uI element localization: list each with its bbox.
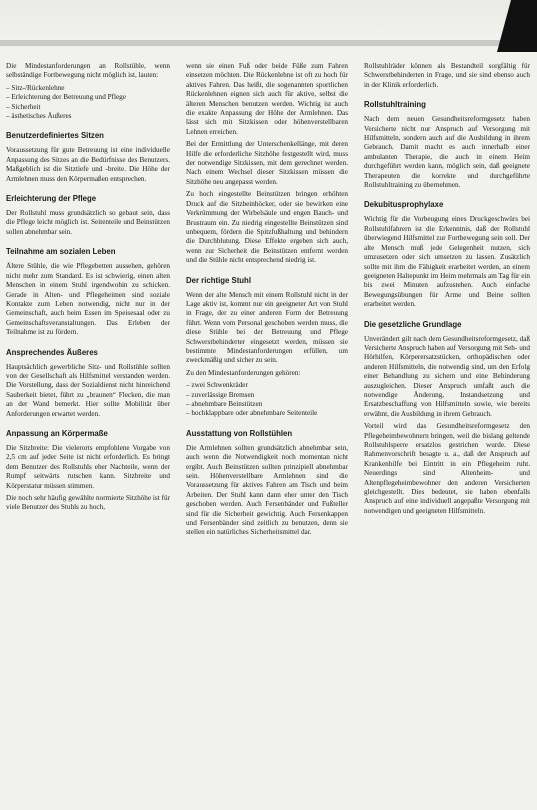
paragraph: Bei der Ermittlung der Unterschenkellänge, mit deren Hilfe die erforderliche Sitzhöhe festgestellt wird, muss der notwendige Sitzkissen, mit dem gerechnet werden. Nach einem Wechsel dieser Sitzkissen müssen die Sitzhöhe neu angepasst werden. bbox=[186, 140, 348, 186]
section-heading: Rollstuhltraining bbox=[364, 100, 426, 110]
paragraph: Zu den Mindestanforderungen gehören: bbox=[186, 368, 301, 377]
paragraph: Wichtig für die Vorbeugung eines Druckgeschwürs bei Rollstuhlfahrern ist die Erkenntnis, daß der Rollstuhl überwiegend Hilfsmittel zur Fortbewegung sein soll. Der alte Mensch muß jede Gelegenheit nutzen, sich umzusetzen oder sich umsetzen zu lassen. Zusätzlich sollte mit ihm die Fähigkeit erarbeitet werden, an einem geeigneten Haltepunkt im Heim mehrmals am Tag für ein bis zwei Minuten aufzustehen. Auch einfache Bewegungsübungen für Arme und Beine sollten erarbeitet werden. bbox=[364, 215, 530, 309]
page-header-band bbox=[0, 0, 537, 40]
paragraph: Rollstuhlräder können als Bestandteil sorgfältig für Schwerstbehinderten in Frage, und sie sind ebenso auch in der Klinik erforderlich. bbox=[364, 62, 530, 89]
list-item: – Sitz-/Rückenlehne bbox=[6, 84, 170, 93]
section-heading: Teilnahme am sozialen Leben bbox=[6, 247, 116, 257]
list-item: – zwei Schwenkräder bbox=[186, 381, 348, 390]
column-1 bbox=[6, 62, 170, 516]
list-item: – ästhetisches Äußeres bbox=[6, 112, 170, 121]
paragraph: Die noch sehr häufig gewählte normierte Sitzhöhe ist für viele Benutzer des Stuhls zu hoch, bbox=[6, 494, 170, 512]
column-3 bbox=[364, 62, 530, 519]
list-item: – Erleichterung der Betreuung und Pflege bbox=[6, 93, 170, 102]
minimum-requirements-list bbox=[186, 381, 348, 419]
paragraph: Der Rollstuhl muss grundsätzlich so gebaut sein, dass die Pflege leicht möglich ist. Seitenteile und Beinstützen sollen abnehmbar sein. bbox=[6, 209, 170, 236]
paragraph: Die Sitzbreite: Die vielerorts empfohlene Vorgabe von 2,5 cm auf jeder Seite ist nicht erforderlich. Es bringt dem Benutzer des Rollstuhls eher Nachteile, wenn der Rumpf seitwärts rutschen kann. Sitzbreite und Körperstatur müssen stimmen. bbox=[6, 443, 170, 490]
paragraph: Ältere Stühle, die wie Pflegebetten aussehen, gehören nicht mehr zum Standard. Es ist schwierig, einen alten Menschen in einem Stuhl irgendwohin zu schicken. Gerade in Alten- und Pflegeheimen sind soziale Kontakte zum Leben notwendig, nicht nur in der Gemeinschaft, auch beim Essen im Speisesaal oder zu Gemeinschaftsveranstaltungen. Das Erleben der Teilnahme ist zu fördern. bbox=[6, 262, 170, 337]
paragraph: Unverändert gilt nach dem Gesundheitsreformgesetz, daß Versicherte Anspruch haben auf Versorgung mit Seh- und Hörhilfen, Körperersatzstücken, orthopädischen oder anderen Hilfsmitteln, die notwendig sind, um den Erfolg einer Behandlung zu sichern und eine Behinderung auszugleichen. Dieser Anspruch umfaßt auch die notwendige Änderung, Instandsetzung und Ersatzbeschaffung von Hilfsmitteln sowie, wie bereits erwähnt, die Ausbildung in ihrem Gebrauch. bbox=[364, 334, 530, 418]
paragraph: Nach dem neuen Gesundheitsreformgesetz haben Versicherte nicht nur Anspruch auf Versorgung mit Hilfsmitteln, sondern auch auf die Ausbildung in ihrem Gebrauch. Damit macht es auch innerhalb einer ambulanten Therapie, die auch in einem Heim durchgeführt werden kann, möglich sein, daß geeignete Therapeuten die korrekte und durchgeführte Rollstuhltraining zu übernehmen. bbox=[364, 115, 530, 190]
list-item: – Sicherheit bbox=[6, 103, 170, 112]
section-heading: Ausstattung von Rollstühlen bbox=[186, 428, 293, 438]
paragraph: Zu hoch eingestellte Beinstützen bringen erhöhten Druck auf die Sitzbeinhöcker, oder sie bewirken eine Verkrümmung der Wirbelsäule und engen Bauch- und Brustraum ein. Zu niedrig eingestellte Beinstützen sind unbequem, fördern die Spitzfußhaltung und behindern die Durchblutung. Diese Effekte ergeben sich auch, wenn zur Sicherheit die Beinstützen entfernt werden und die Stühle nicht entsprechend niedrig ist. bbox=[186, 190, 348, 265]
section-heading: Die gesetzliche Grundlage bbox=[364, 319, 462, 329]
list-item: – hochklappbare oder abnehmbare Seitenteile bbox=[186, 409, 348, 418]
section-heading: Dekubitusprophylaxe bbox=[364, 200, 444, 210]
list-item: – abnehmbare Beinstützen bbox=[186, 400, 348, 409]
section-heading: Erleichterung der Pflege bbox=[6, 194, 97, 204]
paragraph: Vorteil wird das Gesundheitsreformgesetz den Pflegeheimbewohnern bringen, weil die bislang geltende Rollstuhlsperre ersatzlos gestrichen wurde. Diese Rahmenvorschrift besagte u. a., daß der Anspruch auf Krankenhilfe bei Eintritt in ein Pflegeheim ruht. Neuerdings sind Altenheim- und Altenpflegeheimbewohner den anderen Versicherten gleichgestellt. Dies bedeutet, sie haben ebenfalls Anspruch auf eine individuell angepaßte Versorgung mit notwendigen und geeigneten Hilfsmitteln. bbox=[364, 422, 530, 515]
column-2 bbox=[186, 62, 348, 541]
paragraph: Voraussetzung für gute Betreuung ist eine individuelle Anpassung des Sitzes an die Bedürfnisse des Benutzers. Maßgeblich ist die Sitztiefe und -breite. Die Höhe der Armlehnen muss den Körpermaßen entsprechen. bbox=[6, 146, 170, 183]
paragraph: Hauptsächlich gewerbliche Sitz- und Rollstühle sollten von der Gesellschaft als Hilfsmittel verstanden werden. Die Vorstellung, dass der Sozialdienst nicht hinreichend Sauberkeit bietet, führt zu „braunen“ Flecken, die man an der Wand bemerkt. Hier sollte Mobilität über Anforderungen erwartet werden. bbox=[6, 362, 170, 418]
section-heading: Ansprechendes Äußeres bbox=[6, 347, 98, 357]
paragraph: Die Mindestanforderungen an Rollstühle, wenn selbständige Fortbewegung nicht möglich ist, lauten: bbox=[6, 62, 170, 80]
paragraph: Wenn der alte Mensch mit einem Rollstuhl nicht in der Lage aktiv ist, kommt nur ein geeigneter Art von Stuhl in Frage, der zu einer anderen Form der Betreuung führt. Wenn vom Personal geschoben werden muss, die diese Stühle bei der Betreuung und Pflege Schwerstbehinderter eingesetzt werden, müssen sie bestimmte Mindestanforderungen erfüllen, um zweckmäßig und sicher zu sein. bbox=[186, 290, 348, 365]
paragraph: Die Armlehnen sollten grundsätzlich abnehmbar sein, auch wenn die Notwendigkeit noch momentan nicht ergibt. Auch Beinstützen sollten prinzipiell abnehmbar sein. Höhenverstellbare Armlehnen sind die Voraussetzung für aktives Fahren am Tisch und beim Arbeiten. Der Stuhl kann dann eher unter den Tisch geschoben werden. Auch Fersenbänder und Fußteller sind für die Sicherheit gewichtig. Auch Fersenkappen und Fersenbänder sind zeitlich zu benutzen, denn sie stellen ein natürliches Sicherheitsmittel dar. bbox=[186, 443, 348, 537]
requirements-list bbox=[6, 84, 170, 122]
section-heading: Der richtige Stuhl bbox=[186, 275, 251, 285]
scan-shadow-line bbox=[0, 40, 537, 46]
section-heading: Benutzerdefiniertes Sitzen bbox=[6, 131, 104, 141]
section-heading: Anpassung an Körpermaße bbox=[6, 428, 108, 438]
paragraph: wenn sie einen Fuß oder beide Füße zum Fahren einsetzen möchten. Die Rückenlehne ist oft zu hoch für aktives Fahren. Das heißt, die sogenannten sportlichen Rückenlehnen eignen sich auch für aktive, selbst die älteren Menschen benutzen werden. Wichtig ist auch die exakte Anpassung der Höhe der Armlehnen. Das lässt sich mit Sitzkissen oder höhenverstellbaren Lehnen erreichen. bbox=[186, 62, 348, 136]
list-item: – zuverlässige Bremsen bbox=[186, 391, 348, 400]
